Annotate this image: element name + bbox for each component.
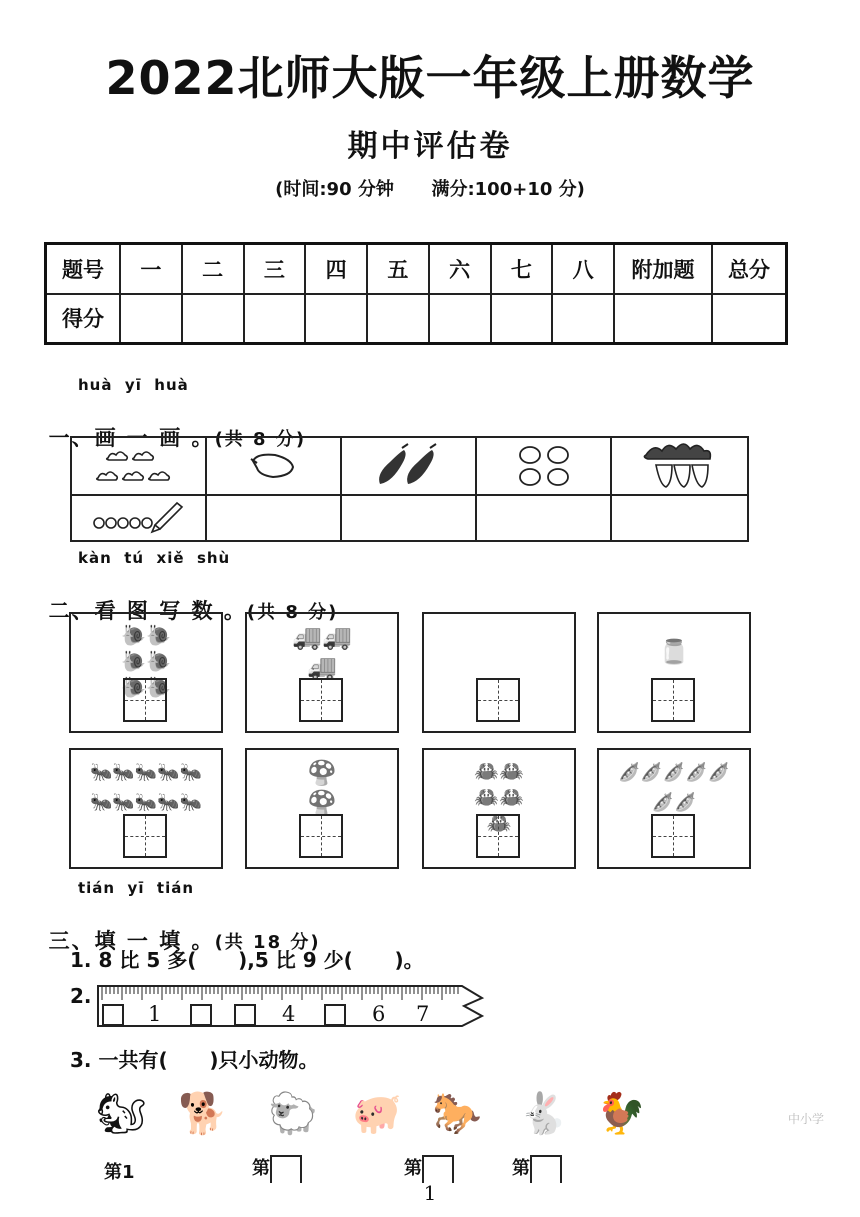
- picture-box: [69, 612, 223, 733]
- ruler-number: 1: [148, 1002, 162, 1026]
- time-and-score-info: (时间:90 分钟 满分:100+10 分): [275, 179, 585, 200]
- section1-points: (共 8 分): [214, 429, 307, 450]
- score-cell[interactable]: [182, 294, 244, 344]
- pod-item: 🫛: [640, 762, 663, 783]
- picture-box: [597, 612, 751, 733]
- crab-item: 🦀: [499, 785, 524, 809]
- ant-item: 🐜: [157, 762, 180, 783]
- empty-icon: [487, 622, 511, 682]
- jar-icon: [659, 622, 689, 682]
- pod-item: 🫛: [674, 792, 697, 813]
- picture-box: [422, 748, 576, 869]
- watermark: 中小学: [788, 1112, 825, 1126]
- answer-box[interactable]: [476, 678, 520, 722]
- snail-item: 🐌: [146, 675, 171, 699]
- answer-box[interactable]: [476, 814, 520, 858]
- picture-box: [245, 748, 399, 869]
- score-cell[interactable]: [614, 294, 712, 344]
- question-2-label: 2.: [70, 984, 92, 1008]
- section2-points: (共 8 分): [246, 602, 339, 623]
- question-1: 1. 8 比 5 多( ),5 比 9 少( )。: [70, 948, 424, 972]
- ordinal-blank[interactable]: 第: [252, 1154, 302, 1183]
- section1-title: 一、画 一 画 。: [48, 426, 215, 450]
- jar-item: 🫙: [659, 638, 689, 666]
- ant-item: 🐜: [89, 762, 113, 783]
- section1-pinyin: huà yī huà: [78, 376, 189, 394]
- score-cell[interactable]: [552, 294, 614, 344]
- drawing-answer-cell[interactable]: [612, 496, 747, 540]
- section3-pinyin: tián yī tián: [78, 879, 195, 897]
- snail-item: 🐌: [121, 675, 146, 699]
- answer-box[interactable]: [123, 814, 167, 858]
- ant-item: 🐜: [134, 762, 158, 783]
- ruler-blank-3[interactable]: [234, 1004, 256, 1026]
- ant-icon: [86, 758, 206, 818]
- leaf-icon: [207, 438, 342, 496]
- eggplants-icon: [342, 438, 477, 496]
- dog-icon: 🐕: [178, 1091, 228, 1137]
- answer-box[interactable]: [651, 678, 695, 722]
- vegetables-icon: [612, 438, 747, 496]
- four-circles-icon: [477, 438, 612, 496]
- ruler-number: 7: [416, 1002, 430, 1026]
- score-cell[interactable]: [244, 294, 306, 344]
- section2-title: 二、看 图 写 数 。: [48, 599, 247, 623]
- pod-item: 🫛: [617, 762, 641, 783]
- drawing-answer-cell[interactable]: [207, 496, 342, 540]
- truck-item: 🚚: [292, 623, 322, 651]
- pig-icon: 🐖: [352, 1091, 402, 1137]
- pod-item: 🫛: [662, 762, 686, 783]
- pod-icon: [614, 758, 734, 818]
- snail-icon: [110, 622, 182, 699]
- truck-item: 🚚: [307, 653, 337, 681]
- drawing-answer-cell[interactable]: [342, 496, 477, 540]
- ant-item: 🐜: [134, 792, 158, 813]
- score-table: [44, 242, 788, 345]
- score-cell[interactable]: [305, 294, 367, 344]
- truck-icon: [286, 622, 358, 682]
- truck-item: 🚚: [322, 623, 352, 651]
- crab-item: 🦀: [486, 811, 512, 835]
- picture-box: [422, 612, 576, 733]
- answer-box[interactable]: [299, 814, 343, 858]
- ruler-blank-5[interactable]: [324, 1004, 346, 1026]
- ruler-blank-0[interactable]: [102, 1004, 124, 1026]
- score-table-header-cell: 题号: [46, 244, 121, 294]
- score-table-header-cell: 二: [182, 244, 244, 294]
- score-row-label: 得分: [46, 294, 121, 344]
- score-table-score-row: [46, 294, 787, 344]
- ruler: [96, 984, 476, 1026]
- score-table-header-cell: 一: [120, 244, 182, 294]
- score-table-header-cell: 三: [244, 244, 306, 294]
- page-subtitle: 期中评估卷: [347, 129, 513, 164]
- pod-item: 🫛: [707, 762, 731, 783]
- answer-box[interactable]: [123, 678, 167, 722]
- score-table-header-cell: 七: [491, 244, 553, 294]
- score-table-header-cell: 四: [305, 244, 367, 294]
- score-table-header-row: [46, 244, 787, 294]
- section3-points: (共 18 分): [214, 932, 321, 953]
- rooster-icon: 🐓: [596, 1091, 646, 1137]
- mushroom-icon: [298, 758, 346, 818]
- score-cell[interactable]: [712, 294, 787, 344]
- picture-box: [245, 612, 399, 733]
- score-cell[interactable]: [367, 294, 429, 344]
- example-circles-answer: [72, 496, 207, 540]
- page-title: 2022北师大版一年级上册数学: [105, 51, 755, 105]
- animals-row: [96, 1088, 656, 1146]
- ordinal-blank[interactable]: 第: [512, 1154, 562, 1183]
- horse-icon: 🐎: [432, 1091, 482, 1137]
- ruler-blank-2[interactable]: [190, 1004, 212, 1026]
- section3-title: 三、填 一 填 。: [48, 929, 215, 953]
- picture-box: [69, 748, 223, 869]
- drawing-grid: [70, 436, 749, 542]
- score-table-header-cell: 五: [367, 244, 429, 294]
- crab-item: 🦀: [474, 785, 499, 809]
- page-number: 1: [423, 1181, 437, 1205]
- pod-item: 🫛: [685, 762, 708, 783]
- score-cell[interactable]: [429, 294, 491, 344]
- section2-pinyin: kàn tú xiě shù: [78, 549, 231, 567]
- ant-item: 🐜: [179, 762, 203, 783]
- score-table-header-cell: 总分: [712, 244, 787, 294]
- answer-box[interactable]: [299, 678, 343, 722]
- snail-item: 🐌: [121, 623, 146, 647]
- score-table-header-cell: 六: [429, 244, 491, 294]
- rabbit-icon: 🐇: [518, 1091, 568, 1137]
- drawing-answer-cell[interactable]: [477, 496, 612, 540]
- score-cell[interactable]: [120, 294, 182, 344]
- picture-box: [597, 748, 751, 869]
- snail-item: 🐌: [146, 649, 171, 673]
- score-table-header-cell: 附加题: [614, 244, 712, 294]
- ordinal-label: 第1: [104, 1162, 135, 1183]
- score-cell[interactable]: [491, 294, 553, 344]
- question-3: 3. 一共有( )只小动物。: [70, 1048, 319, 1072]
- answer-box[interactable]: [651, 814, 695, 858]
- ant-item: 🐜: [89, 792, 113, 813]
- crab-item: 🦀: [474, 759, 499, 783]
- ordinal-blank[interactable]: 第: [404, 1154, 454, 1183]
- squirrel-icon: 🐿: [96, 1091, 147, 1137]
- pod-item: 🫛: [651, 792, 674, 813]
- snail-item: 🐌: [146, 623, 171, 647]
- crab-item: 🦀: [499, 759, 524, 783]
- sheep-icon: 🐑: [268, 1091, 318, 1137]
- ant-item: 🐜: [179, 792, 203, 813]
- score-table-header-cell: 八: [552, 244, 614, 294]
- snail-item: 🐌: [121, 649, 146, 673]
- crab-icon: [463, 758, 535, 835]
- ruler-number: 6: [372, 1002, 386, 1026]
- ant-item: 🐜: [112, 762, 135, 783]
- ant-item: 🐜: [112, 792, 135, 813]
- ant-item: 🐜: [157, 792, 180, 813]
- mushroom-item: 🍄: [307, 789, 337, 817]
- ruler-number: 4: [282, 1002, 296, 1026]
- mushroom-item: 🍄: [307, 759, 337, 787]
- clouds-group-icon: [72, 438, 207, 496]
